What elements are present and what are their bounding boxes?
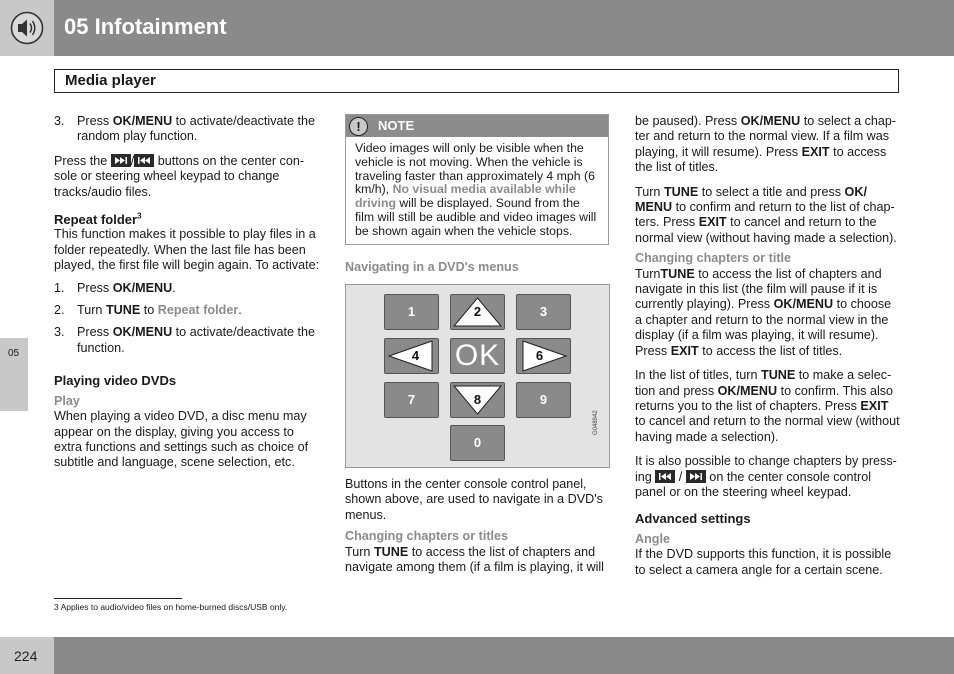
key-7: 7: [384, 382, 439, 418]
figure-code: G048942: [593, 410, 599, 435]
text: buttons on the center console or steering wheel keypad to change tracks/audio files.: [54, 153, 305, 199]
skip-forward-icon: [686, 470, 706, 483]
column-2: [345, 114, 609, 575]
skip-back-icon: [134, 154, 154, 167]
list-number: 3.: [54, 114, 65, 128]
paragraph: In the list of titles, turn TUNE to make a selection and press OK/MENU to confirm. This also returns you to the list of chapters. Press EXIT to cancel and return to the normal view (without having made a selection).: [635, 368, 900, 444]
text: Video images will only be visible when the vehicle is not moving. When the vehicle is traveling faster than approximately 4 mph (6 km/h),: [355, 141, 595, 197]
playing-dvds-heading: Playing video DVDs: [54, 373, 177, 389]
key-label: OK/MENU: [112, 325, 173, 340]
footnote-number: 3: [54, 602, 59, 612]
key-3: 3: [516, 294, 571, 330]
key-label: TUNE: [373, 544, 409, 559]
list-item: [54, 303, 320, 318]
paragraph: This function makes it possible to play files in a folder repeatedly. When the last file has been played, the first file will begin again. To activate:: [54, 227, 320, 273]
text: to access the list of chapters and navigate among them (if a film is playing, it will: [345, 544, 604, 575]
skip-forward-icon: [111, 154, 131, 167]
note-header: [346, 115, 608, 137]
display-message-text: No visual media available while driving: [355, 182, 576, 211]
text: to activate/deactivate the random play function.: [77, 114, 316, 144]
key-label: OK/MENU: [112, 114, 173, 128]
list-item: [54, 325, 320, 356]
paragraph: Turn TUNE to select a title and press OK/ MENU to confirm and return to the list of chapters. Press EXIT to cancel and return to the normal view (without having made a selection).: [635, 184, 897, 245]
list-number: 3.: [54, 325, 65, 340]
angle-subheading: Angle: [635, 531, 670, 546]
chapter-icon-box: [0, 0, 54, 56]
text: Turn: [345, 544, 374, 559]
chapter-header: [0, 0, 954, 56]
info-icon: !: [349, 117, 368, 136]
menu-option-text: Repeat folder: [157, 303, 239, 318]
paragraph: [54, 154, 320, 200]
note-label: NOTE: [378, 118, 415, 133]
section-title: Media player: [65, 72, 156, 89]
footnote-divider: [54, 598, 182, 599]
text: to: [140, 303, 158, 318]
list-number: 1.: [54, 280, 65, 295]
key-label: TUNE: [105, 303, 141, 318]
page-number-box: [0, 637, 54, 674]
key-0: 0: [450, 425, 505, 461]
text: .: [172, 280, 176, 295]
text: /: [130, 153, 135, 168]
changing-chapters-title-subheading: Changing chapters or title: [635, 251, 792, 266]
text: Press: [77, 114, 113, 128]
repeat-folder-heading: [54, 212, 320, 227]
keypad-illustration: [345, 284, 610, 468]
text: will be displayed. Sound from the film will still be audible and video images will be shown again when the vehicle stops.: [355, 196, 597, 238]
paragraph: When playing a video DVD, a disc menu may appear on the display, giving you access to extra functions and settings such as choice of subtitle and language, scene selection, etc.: [54, 409, 309, 470]
key-9: 9: [516, 382, 571, 418]
key-1: 1: [384, 294, 439, 330]
play-subheading: Play: [54, 393, 80, 408]
page-footer: [0, 637, 954, 674]
paragraph: [345, 545, 609, 576]
text: to activate/deactivate the function.: [77, 325, 316, 355]
heading-text: Repeat folder: [54, 212, 138, 228]
paragraph: It is also possible to change chapters by pressing / on the center console control panel or on the steering wheel keypad.: [635, 454, 897, 499]
page-number: 224: [14, 648, 38, 664]
key-2-up: 2: [450, 294, 505, 330]
key-ok: OK: [450, 338, 505, 374]
paragraph: be paused). Press OK/MENU to select a chapter and return to the normal view. If a film was playing, it will resume). Press EXIT to access the list of titles.: [635, 114, 897, 175]
list-item: [54, 114, 320, 145]
list-item: [54, 281, 320, 296]
section-bar: [54, 69, 899, 93]
footnote-text: Applies to audio/video files on home-burned discs/USB only.: [58, 602, 288, 612]
note-body: [346, 137, 608, 244]
key-6-right: 6: [516, 338, 571, 374]
paragraph: If the DVD supports this function, it is possible to select a camera angle for a certain scene.: [635, 547, 892, 577]
text: Press the: [54, 153, 111, 168]
text: .: [238, 303, 242, 318]
advanced-settings-heading: Advanced settings: [635, 511, 751, 527]
chapter-tab-label: 05: [8, 348, 20, 359]
text: Press: [77, 325, 113, 340]
key-8-down: 8: [450, 382, 505, 418]
chapter-tab: [0, 338, 28, 411]
column-1: [54, 114, 320, 471]
column-3: [635, 114, 900, 578]
chapter-title: 05 Infotainment: [64, 14, 227, 39]
paragraph: TurnTUNE to access the list of chapters and navigate in this list (the film will pause if it is currently playing). Press OK/MENU to choose a chapter and return to the normal view in the display (if a film was playing, it will resume). Press EXIT to access the list of titles.: [635, 266, 892, 358]
navigating-subheading: Navigating in a DVD's menus: [345, 259, 519, 274]
text: Turn: [77, 303, 106, 318]
key-4-left: 4: [384, 338, 439, 374]
figure-caption: Buttons in the center console control panel, shown above, are used to navigate in a DVD's menus.: [345, 476, 603, 522]
note-box: [345, 114, 609, 245]
text: Press: [77, 280, 113, 295]
footnote: [54, 602, 287, 612]
footnote-ref: 3: [137, 211, 142, 221]
key-label: OK/MENU: [112, 280, 173, 295]
skip-back-icon: [655, 470, 675, 483]
speaker-icon: [10, 11, 44, 45]
list-number: 2.: [54, 303, 65, 318]
changing-chapters-subheading: Changing chapters or titles: [345, 529, 509, 544]
